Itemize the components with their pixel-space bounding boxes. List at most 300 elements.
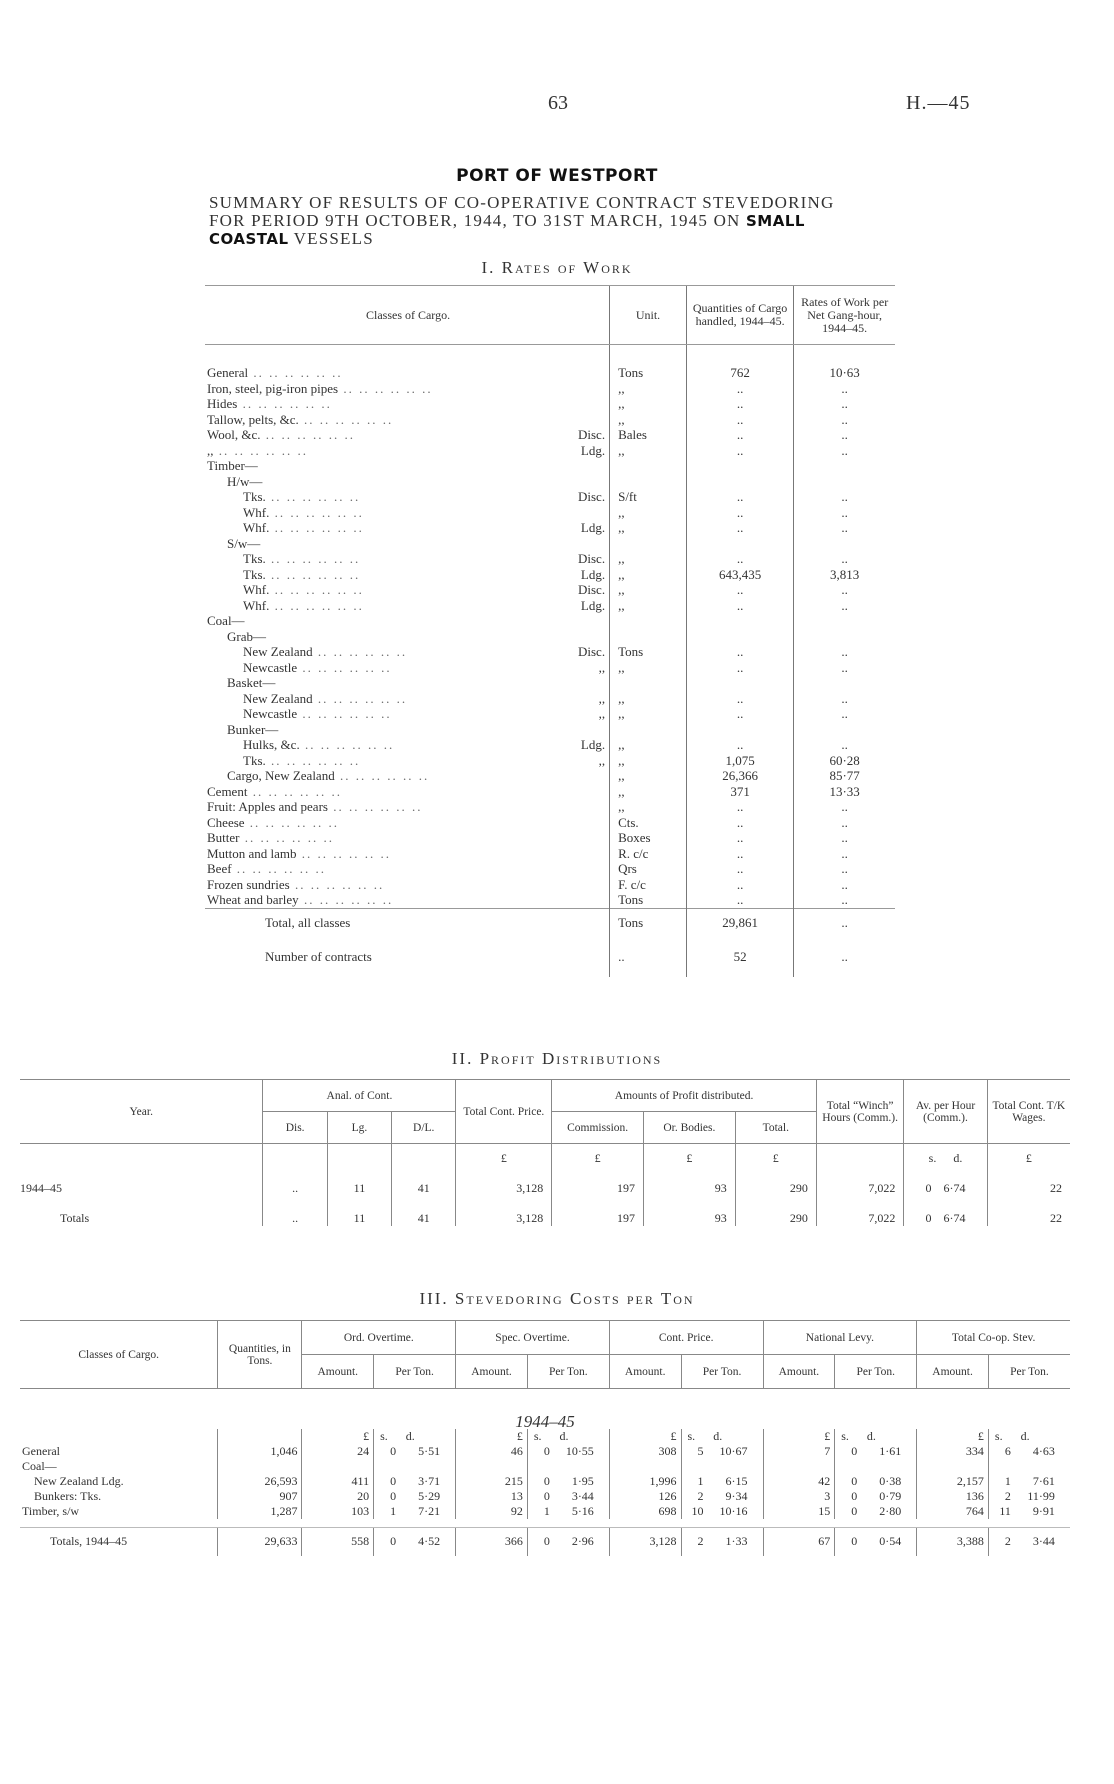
pence: 3·44 — [1032, 1534, 1055, 1549]
header-per-ton: Per Ton. — [681, 1355, 763, 1389]
cont-amount-cell: 698 — [609, 1504, 681, 1519]
cont-amount-cell: 3,128 — [609, 1528, 681, 1556]
quantity-cell — [686, 536, 793, 552]
operation-label: Disc. — [578, 644, 606, 659]
pound-unit — [917, 1429, 989, 1444]
pound-symbol: £ — [686, 1151, 693, 1165]
quantity-cell: .. — [686, 520, 793, 536]
ord-amount-cell: 558 — [302, 1528, 374, 1556]
cargo-class-label: Hides — [207, 396, 238, 411]
operation-label: Disc. — [578, 427, 606, 442]
unit-cell — [20, 1429, 218, 1444]
unit-cell: ,, — [610, 443, 687, 459]
cargo-class-cell — [205, 815, 610, 831]
unit-cell: ,, — [610, 799, 687, 815]
header-quantities: Quantities of Cargo handled, 1944–45. — [686, 286, 793, 345]
winch-cell: 7,022 — [816, 1166, 904, 1196]
quantity-cell: .. — [686, 892, 793, 908]
av-cell — [904, 1166, 987, 1196]
pence: 7·21 — [418, 1504, 441, 1518]
unit-cell: ,, — [610, 412, 687, 428]
cargo-class-label: Timber— — [207, 458, 258, 473]
spec-per-ton-cell — [527, 1474, 609, 1489]
shillings: 0 — [543, 1534, 550, 1549]
operation-label: Ldg. — [580, 520, 606, 535]
units-row — [20, 1429, 1070, 1444]
cargo-class-label: Coal— — [207, 613, 245, 628]
av-shillings: 0 — [925, 1181, 932, 1195]
cargo-class-label: ,, — [207, 442, 214, 458]
pence-symbol: d. — [866, 1429, 876, 1443]
quantity-cell: .. — [686, 598, 793, 614]
cargo-class-cell — [205, 613, 610, 629]
operation-label: Ldg. — [580, 737, 606, 752]
unit-cell: S/ft — [610, 489, 687, 505]
rate-cell: .. — [794, 691, 895, 707]
rate-cell: .. — [794, 644, 895, 660]
pound-symbol: £ — [363, 1429, 370, 1443]
spec-per-ton-cell — [527, 1459, 609, 1474]
dis-cell: .. — [263, 1196, 327, 1226]
pound-unit — [302, 1429, 374, 1444]
ord-amount-cell: 411 — [302, 1474, 374, 1489]
cargo-class-cell — [205, 830, 610, 846]
quantity-cell: .. — [686, 582, 793, 598]
or_bodies-cell: 93 — [644, 1196, 736, 1226]
subtitle-line-3-text: VESSELS — [293, 229, 374, 248]
cont-per-ton-cell — [681, 1474, 763, 1489]
cargo-class-cell — [205, 861, 610, 877]
header-tk-wages: Total Cont. T/K Wages. — [987, 1080, 1070, 1144]
av-shillings: 0 — [925, 1211, 932, 1225]
pence: 0·54 — [879, 1534, 902, 1549]
tot-per-ton-cell — [988, 1528, 1070, 1556]
shillings: 2 — [1004, 1534, 1011, 1549]
table-row — [205, 443, 895, 459]
unit-cell: ,, — [610, 737, 687, 753]
header-spec-overtime: Spec. Overtime. — [456, 1321, 610, 1355]
unit-cell — [816, 1144, 904, 1167]
pence-symbol: d. — [559, 1429, 569, 1443]
cargo-class-cell — [205, 846, 610, 862]
pence: 5·51 — [418, 1444, 441, 1458]
cargo-class-cell — [205, 520, 610, 536]
cargo-class-label: Whf. — [243, 582, 270, 597]
cargo-class-cell — [205, 474, 610, 490]
table-row — [205, 458, 895, 474]
cargo-class-label: Frozen sundries — [207, 876, 290, 892]
rate-cell — [794, 536, 895, 552]
pence: 10·16 — [719, 1504, 748, 1518]
cargo-class-cell — [205, 706, 610, 722]
cont-per-ton-cell — [681, 1444, 763, 1459]
cargo-class-label: Iron, steel, pig-iron pipes — [207, 380, 339, 396]
table-row — [20, 1166, 1070, 1196]
pence-symbol: d. — [713, 1429, 723, 1443]
cargo-class-label: General — [207, 365, 249, 380]
rate-cell — [794, 675, 895, 691]
tot-amount-cell: 136 — [917, 1489, 989, 1504]
cargo-class-label: Butter — [207, 830, 240, 845]
unit-cell — [552, 1144, 644, 1167]
unit-cell: .. — [610, 937, 687, 977]
leader-dots: .. .. .. .. .. .. — [269, 520, 364, 535]
quantity-cell — [686, 613, 793, 629]
tot-amount-cell: 764 — [917, 1504, 989, 1519]
table-row — [205, 489, 895, 505]
levy-amount-cell: 15 — [763, 1504, 835, 1519]
cargo-class-label: Tks. — [243, 551, 266, 566]
page-title: PORT OF WESTPORT — [456, 166, 658, 186]
av-cell — [904, 1196, 987, 1226]
unit-cell: ,, — [610, 505, 687, 521]
table-row — [205, 505, 895, 521]
cargo-class-label: Newcastle — [243, 659, 298, 675]
leader-dots: .. .. .. .. .. .. — [312, 644, 408, 659]
levy-per-ton-cell — [835, 1489, 917, 1504]
pence-symbol: d. — [953, 1151, 963, 1165]
leader-dots: .. .. .. .. .. .. — [269, 582, 364, 597]
cont-per-ton-cell — [681, 1459, 763, 1474]
cargo-class-cell: Bunkers: Tks. — [34, 1489, 102, 1503]
table-row — [205, 722, 895, 738]
pence: 0·38 — [879, 1474, 902, 1488]
rate-cell: .. — [794, 660, 895, 676]
cargo-class-cell: Coal— — [22, 1459, 57, 1473]
shilling-symbol: s. — [533, 1429, 542, 1443]
tot-per-ton-cell — [988, 1444, 1070, 1459]
spacer-row — [20, 1519, 1070, 1528]
quantity-cell — [686, 629, 793, 645]
unit-cell — [610, 474, 687, 490]
unit-cell — [610, 536, 687, 552]
ord-per-ton-cell — [374, 1474, 456, 1489]
total-cell: 290 — [735, 1166, 816, 1196]
table-row — [20, 1444, 1070, 1459]
unit-cell: Tons — [610, 908, 687, 937]
table-row — [205, 861, 895, 877]
operation-label: Disc. — [578, 582, 606, 597]
cargo-class-cell — [205, 675, 610, 691]
table-row — [205, 582, 895, 598]
quantity-cell: .. — [686, 846, 793, 862]
table-row — [205, 381, 895, 397]
table-row — [205, 753, 895, 769]
cargo-class-cell — [205, 381, 610, 397]
quantity-cell: .. — [686, 427, 793, 443]
cargo-class-cell — [205, 505, 610, 521]
shillings: 1 — [543, 1504, 550, 1518]
quantity-cell: 907 — [218, 1489, 302, 1504]
pound-symbol: £ — [824, 1429, 831, 1443]
contracts-row-label: Number of contracts — [265, 948, 372, 964]
leader-dots: .. .. .. .. .. .. — [312, 690, 408, 706]
cargo-class-cell — [205, 737, 610, 753]
header-total-coop: Total Co-op. Stev. — [917, 1321, 1070, 1355]
ord-per-ton-cell — [374, 1489, 456, 1504]
quantity-cell: .. — [686, 644, 793, 660]
cargo-class-cell — [205, 489, 610, 505]
leader-dots: .. .. .. .. .. .. — [327, 799, 423, 814]
spec-per-ton-cell — [527, 1504, 609, 1519]
rate-cell: .. — [794, 443, 895, 459]
table-row — [205, 613, 895, 629]
pence: 2·96 — [571, 1534, 594, 1549]
spacer-cell — [205, 345, 610, 366]
price-cell: 3,128 — [456, 1166, 552, 1196]
quantity-cell — [218, 1459, 302, 1474]
spacer-cell — [610, 345, 687, 366]
shillings: 1 — [697, 1474, 704, 1488]
rate-cell: .. — [794, 520, 895, 536]
quantity-cell: 762 — [686, 365, 793, 381]
pound-symbol: £ — [1025, 1151, 1032, 1165]
unit-cell: ,, — [610, 706, 687, 722]
cargo-class-label: Hulks, &c. — [243, 737, 300, 752]
lg-cell: 11 — [327, 1196, 391, 1226]
pence: 6·15 — [725, 1474, 748, 1488]
pence: 4·52 — [418, 1534, 441, 1549]
table-row — [20, 1489, 1070, 1504]
contracts-row — [205, 937, 895, 977]
cont-per-ton-cell — [681, 1504, 763, 1519]
ord-per-ton-cell — [374, 1444, 456, 1459]
unit-cell — [20, 1144, 263, 1167]
unit-cell — [610, 722, 687, 738]
levy-amount-cell: 7 — [763, 1444, 835, 1459]
rate-cell: .. — [794, 846, 895, 862]
pence: 10·55 — [565, 1444, 594, 1458]
cargo-class-cell — [205, 582, 610, 598]
shilling-symbol: s. — [994, 1429, 1003, 1443]
unit-cell: ,, — [610, 381, 687, 397]
shillings: 5 — [697, 1444, 704, 1458]
spec-amount-cell — [456, 1459, 528, 1474]
cont-amount-cell — [609, 1459, 681, 1474]
unit-cell: Tons — [610, 365, 687, 381]
page-number: 63 — [548, 92, 568, 114]
cargo-class-label: Cheese — [207, 814, 245, 830]
ord-per-ton-cell — [374, 1528, 456, 1556]
spec-amount-cell: 366 — [456, 1528, 528, 1556]
pence: 5·29 — [418, 1489, 441, 1503]
rate-cell — [794, 613, 895, 629]
rate-cell: 3,813 — [794, 567, 895, 583]
rate-cell: 60·28 — [794, 753, 895, 769]
ord-amount-cell: 20 — [302, 1489, 374, 1504]
table-row — [205, 474, 895, 490]
table-row — [205, 675, 895, 691]
unit-cell — [987, 1144, 1070, 1167]
dis-cell: .. — [263, 1166, 327, 1196]
av-pence: 6·74 — [943, 1211, 966, 1225]
year-cell: Totals — [60, 1211, 90, 1225]
shillings: 6 — [1004, 1444, 1011, 1458]
shilling-symbol: s. — [687, 1429, 696, 1443]
header-per-ton: Per Ton. — [527, 1355, 609, 1389]
table-row — [205, 846, 895, 862]
header-cont-price: Cont. Price. — [609, 1321, 763, 1355]
header-total: Total. — [735, 1112, 816, 1144]
unit-cell — [456, 1144, 552, 1167]
wages-cell: 22 — [987, 1166, 1070, 1196]
spec-amount-cell: 13 — [456, 1489, 528, 1504]
spacer-cell — [20, 1519, 1070, 1528]
levy-per-ton-cell — [835, 1528, 917, 1556]
unit-cell — [218, 1429, 302, 1444]
shillings: 11 — [999, 1504, 1011, 1518]
quantity-cell: .. — [686, 443, 793, 459]
leader-dots: .. .. .. .. .. .. — [334, 768, 430, 783]
table-row — [20, 1459, 1070, 1474]
tot-amount-cell: 334 — [917, 1444, 989, 1459]
cargo-class-cell — [205, 412, 610, 428]
leader-dots: .. .. .. .. .. .. — [237, 396, 332, 411]
tot-amount-cell: 2,157 — [917, 1474, 989, 1489]
quantity-cell: .. — [686, 830, 793, 846]
table-row — [205, 691, 895, 707]
quantity-cell — [686, 675, 793, 691]
header-quantities: Quantities, in Tons. — [218, 1321, 302, 1389]
cargo-class-cell — [205, 799, 610, 815]
cargo-class-cell — [205, 536, 610, 552]
rate-cell: .. — [794, 551, 895, 567]
cargo-class-cell — [205, 629, 610, 645]
leader-dots: .. .. .. .. .. .. — [265, 566, 361, 582]
header-per-ton: Per Ton. — [374, 1355, 456, 1389]
operation-label: ,, — [598, 690, 606, 706]
subtitle-line-2 — [209, 212, 919, 230]
header-amount: Amount. — [456, 1355, 528, 1389]
rate-cell — [794, 458, 895, 474]
levy-per-ton-cell — [835, 1504, 917, 1519]
unit-cell: ,, — [610, 582, 687, 598]
quantity-cell — [686, 722, 793, 738]
table-row — [205, 830, 895, 846]
unit-cell — [610, 458, 687, 474]
leader-dots: .. .. .. .. .. .. — [265, 489, 361, 504]
cont-amount-cell: 126 — [609, 1489, 681, 1504]
cargo-class-label: Mutton and lamb — [207, 845, 297, 861]
pence-symbol: d. — [1020, 1429, 1030, 1443]
unit-cell: Tons — [610, 892, 687, 908]
header-dl: D/L. — [392, 1112, 456, 1144]
header-year: Year. — [20, 1080, 263, 1144]
commission-cell: 197 — [552, 1196, 644, 1226]
cargo-class-cell: General — [22, 1444, 60, 1458]
shillings: 1 — [1004, 1474, 1011, 1488]
levy-amount-cell: 3 — [763, 1489, 835, 1504]
pence: 3·71 — [418, 1474, 441, 1488]
rate-cell: .. — [794, 830, 895, 846]
rate-cell: 85·77 — [794, 768, 895, 784]
rate-cell — [794, 474, 895, 490]
rate-cell: .. — [794, 908, 895, 937]
year-label: 1944–45 — [515, 1412, 575, 1431]
unit-cell — [610, 613, 687, 629]
cargo-class-cell — [205, 660, 610, 676]
unit-cell — [610, 675, 687, 691]
rate-cell: .. — [794, 412, 895, 428]
table-row — [205, 737, 895, 753]
quantity-cell: .. — [686, 381, 793, 397]
operation-label: Ldg. — [580, 566, 606, 582]
shillings: 0 — [851, 1489, 858, 1503]
cargo-class-label: Bunker— — [227, 721, 279, 737]
spacer-cell — [794, 345, 895, 366]
ord-per-ton-cell — [374, 1459, 456, 1474]
cargo-class-label: Fruit: Apples and pears — [207, 799, 328, 814]
header-total-cont-price: Total Cont. Price. — [456, 1080, 552, 1144]
leader-dots: .. .. .. .. .. .. — [247, 783, 342, 799]
operation-label: Disc. — [578, 551, 606, 566]
pound-symbol: £ — [670, 1429, 677, 1443]
cargo-class-label: Whf. — [243, 597, 270, 613]
shillings: 0 — [543, 1444, 550, 1458]
unit-cell: ,, — [610, 551, 687, 567]
quantity-cell — [686, 474, 793, 490]
header-amount: Amount. — [763, 1355, 835, 1389]
cargo-class-cell — [205, 644, 610, 660]
leader-dots: .. .. .. .. .. .. — [231, 861, 327, 876]
quantity-cell: 1,075 — [686, 753, 793, 769]
pound-unit — [609, 1429, 681, 1444]
spec-per-ton-cell — [527, 1489, 609, 1504]
levy-per-ton-cell — [835, 1444, 917, 1459]
shillings: 0 — [851, 1504, 858, 1518]
quantity-cell: 643,435 — [686, 567, 793, 583]
dl-cell: 41 — [392, 1166, 456, 1196]
shillings: 2 — [697, 1489, 704, 1503]
quantity-cell: 52 — [686, 937, 793, 977]
total-row-label: Total, all classes — [205, 908, 610, 937]
cargo-class-cell — [205, 753, 610, 769]
header-classes: Classes of Cargo. — [20, 1321, 218, 1389]
leader-dots: .. .. .. .. .. .. — [298, 411, 394, 427]
rate-cell: .. — [794, 892, 895, 908]
pound-unit — [763, 1429, 835, 1444]
header-classes: Classes of Cargo. — [205, 286, 610, 345]
cargo-class-cell — [205, 784, 610, 800]
or_bodies-cell: 93 — [644, 1166, 736, 1196]
operation-label: ,, — [598, 659, 606, 675]
rate-cell: .. — [794, 598, 895, 614]
cargo-class-label: Wool, &c. — [207, 427, 261, 442]
sd-unit — [527, 1429, 609, 1444]
rate-cell — [794, 722, 895, 738]
pence: 2·80 — [879, 1504, 902, 1518]
cargo-class-label: S/w— — [227, 535, 261, 551]
spacer-row — [205, 345, 895, 366]
spacer-cell — [686, 345, 793, 366]
unit-cell — [263, 1144, 327, 1167]
shillings: 0 — [851, 1534, 858, 1549]
cargo-class-label: Wheat and barley — [207, 892, 299, 907]
unit-cell: Tons — [610, 644, 687, 660]
shilling-symbol: s. — [841, 1429, 849, 1443]
pence: 9·34 — [725, 1489, 748, 1503]
quantity-cell: 26,593 — [218, 1474, 302, 1489]
rate-cell: .. — [794, 877, 895, 893]
quantity-cell: .. — [686, 489, 793, 505]
table-row — [205, 551, 895, 567]
total-cell: 290 — [735, 1196, 816, 1226]
spec-amount-cell: 46 — [456, 1444, 528, 1459]
levy-amount-cell: 42 — [763, 1474, 835, 1489]
unit-cell: ,, — [610, 691, 687, 707]
quantity-cell: .. — [686, 877, 793, 893]
totals-row — [20, 1528, 1070, 1556]
